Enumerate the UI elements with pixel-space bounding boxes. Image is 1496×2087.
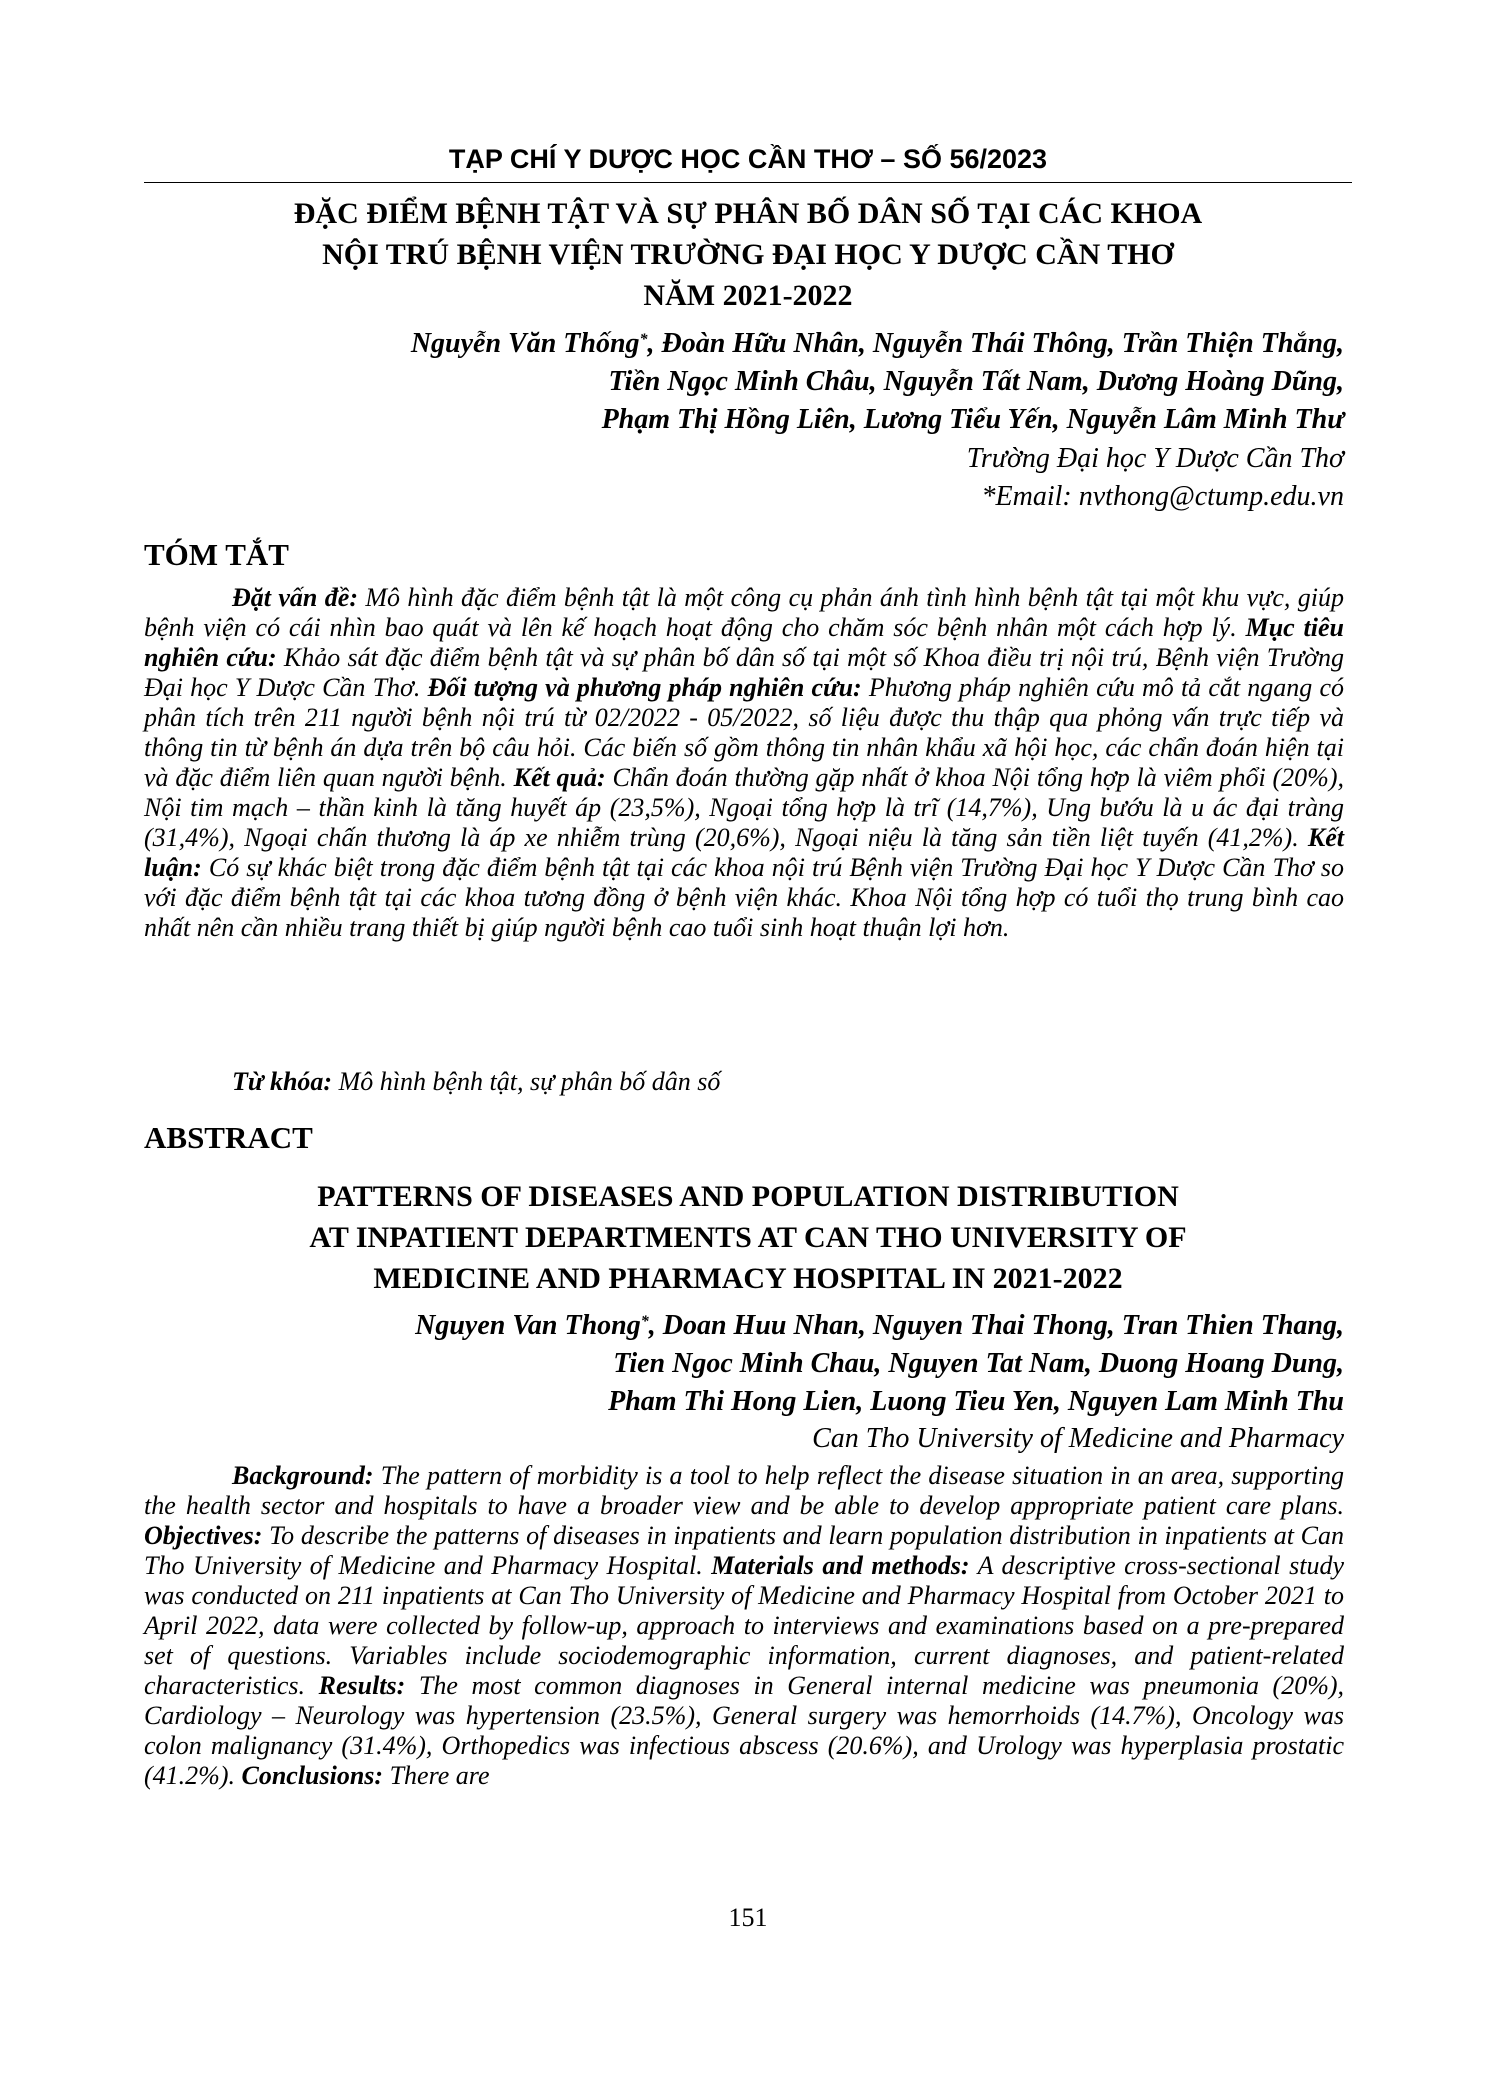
vi-affiliation: Trường Đại học Y Dược Cần Thơ bbox=[966, 443, 1344, 474]
corresponding-mark: * bbox=[639, 331, 648, 348]
vi-email: *Email: nvthong@ctump.edu.vn bbox=[981, 481, 1344, 512]
tom-tat-body bbox=[144, 583, 1344, 943]
text-results: Chẩn đoán thường gặp nhất ở khoa Nội tổng hợp là viêm phổi (20%), Nội tim mạch – thần kinh là tăng huyết áp (23,5%), Ngoại tổng hợp là trĩ (14,7%), Ung bướu là u ác đại tràng (31,4%), Ngoại chấn thương là áp xe nhiễm trùng (20,6%), Ngoại niệu là tăng sản tiền liệt tuyến (41,2%). bbox=[144, 763, 1344, 852]
label-conclusions: Conclusions: bbox=[241, 1761, 384, 1790]
label-background: Background: bbox=[232, 1461, 374, 1490]
label-objective: Mục tiêu nghiên cứu: bbox=[144, 613, 1344, 672]
vi-title bbox=[144, 193, 1352, 316]
en-author-line bbox=[415, 1307, 1344, 1345]
en-title bbox=[144, 1176, 1352, 1299]
en-affiliation: Can Tho University of Medicine and Pharmacy bbox=[812, 1423, 1344, 1454]
text-background: The pattern of morbidity is a tool to help reflect the disease situation in an area, supporting the health sector and hospitals to have a broader view and be able to develop appropriate patient care plans. bbox=[144, 1461, 1344, 1520]
en-title-line: AT INPATIENT DEPARTMENTS AT CAN THO UNIVERSITY OF bbox=[309, 1221, 1187, 1254]
tom-tat-keywords bbox=[144, 1067, 1344, 1097]
vi-author-line: Tiền Ngọc Minh Châu, Nguyễn Tất Nam, Dương Hoàng Dũng, bbox=[608, 366, 1344, 397]
text-conclusion: Có sự khác biệt trong đặc điểm bệnh tật tại các khoa nội trú Bệnh viện Trường Đại học Y Dược Cần Thơ so với đặc điểm bệnh tật tại các khoa tương đồng ở bệnh viện khác. Khoa Nội tổng hợp có tuổi thọ trung bình cao nhất nên cần nhiều trang thiết bị giúp người bệnh cao tuổi sinh hoạt thuận lợi hơn. bbox=[144, 853, 1344, 942]
label-methods: Đối tượng và phương pháp nghiên cứu: bbox=[427, 673, 862, 702]
journal-header: TẠP CHÍ Y DƯỢC HỌC CẦN THƠ – SỐ 56/2023 bbox=[448, 144, 1048, 174]
vi-affiliation-block bbox=[967, 440, 1344, 516]
en-first-author: Nguyen Van Thong bbox=[415, 1310, 641, 1341]
label-background: Đặt vấn đề: bbox=[232, 583, 358, 612]
abstract-body bbox=[144, 1461, 1344, 1791]
text-objectives: To describe the patterns of diseases in inpatients and learn population distribution in inpatients at Can Tho University of Medicine and Pharmacy Hospital. bbox=[144, 1521, 1344, 1580]
label-methods: Materials and methods: bbox=[711, 1551, 970, 1580]
en-title-line: MEDICINE AND PHARMACY HOSPITAL IN 2021-2022 bbox=[373, 1262, 1123, 1295]
en-author-line: Tien Ngoc Minh Chau, Nguyen Tat Nam, Duong Hoang Dung, bbox=[613, 1348, 1344, 1379]
abstract-heading: ABSTRACT bbox=[144, 1120, 313, 1155]
en-author-rest: , Doan Huu Nhan, Nguyen Thai Thong, Tran Thien Thang, bbox=[648, 1310, 1344, 1341]
vi-author-line: Phạm Thị Hồng Liên, Lương Tiểu Yến, Nguyễn Lâm Minh Thư bbox=[601, 404, 1344, 435]
keywords-text: Mô hình bệnh tật, sự phân bố dân số bbox=[332, 1067, 721, 1096]
label-objectives: Objectives: bbox=[144, 1521, 263, 1550]
header-rule bbox=[144, 182, 1352, 183]
vi-authors bbox=[411, 325, 1344, 439]
label-results: Results: bbox=[318, 1671, 406, 1700]
en-author-line: Pham Thi Hong Lien, Luong Tieu Yen, Nguyen Lam Minh Thu bbox=[608, 1386, 1344, 1417]
vi-title-line: NĂM 2021-2022 bbox=[643, 279, 853, 312]
vi-author-rest: , Đoàn Hữu Nhân, Nguyễn Thái Thông, Trần Thiện Thắng, bbox=[647, 328, 1344, 359]
text-methods: A descriptive cross-sectional study was conducted on 211 inpatients at Can Tho University of Medicine and Pharmacy Hospital from October 2021 to April 2022, data were collected by follow-up, approach to interviews and examinations based on a pre-prepared set of questions. Variables include sociodemographic information, current diagnoses, and patient-related characteristics. bbox=[144, 1551, 1345, 1700]
vi-title-line: NỘI TRÚ BỆNH VIỆN TRƯỜNG ĐẠI HỌC Y DƯỢC CẦN THƠ bbox=[322, 238, 1174, 271]
text-background: Mô hình đặc điểm bệnh tật là một công cụ phản ánh tình hình bệnh tật tại một khu vực, giúp bệnh viện có cái nhìn bao quát và lên kế hoạch hoạt động cho chăm sóc bệnh nhân một cách hợp lý. bbox=[144, 583, 1344, 642]
label-conclusion: Kết luận: bbox=[144, 823, 1344, 882]
page-number: 151 bbox=[728, 1903, 768, 1932]
corresponding-mark: * bbox=[640, 1313, 649, 1330]
vi-title-line: ĐẶC ĐIỂM BỆNH TẬT VÀ SỰ PHÂN BỐ DÂN SỐ TẠI CÁC KHOA bbox=[293, 197, 1203, 230]
tom-tat-heading: TÓM TẮT bbox=[144, 537, 289, 572]
en-authors bbox=[415, 1307, 1344, 1421]
en-affiliation-block bbox=[812, 1420, 1344, 1458]
keywords-label: Từ khóa: bbox=[232, 1067, 333, 1096]
text-conclusions: There are bbox=[383, 1761, 490, 1790]
label-results: Kết quả: bbox=[513, 763, 606, 792]
en-title-line: PATTERNS OF DISEASES AND POPULATION DISTRIBUTION bbox=[317, 1180, 1179, 1213]
text-objective: Khảo sát đặc điểm bệnh tật và sự phân bố dân số tại một số Khoa điều trị nội trú, Bệnh viện Trường Đại học Y Dược Cần Thơ. bbox=[144, 643, 1344, 702]
vi-first-author: Nguyễn Văn Thống bbox=[410, 328, 640, 359]
text-results: The most common diagnoses in General internal medicine was pneumonia (20%), Cardiology – Neurology was hypertension (23.5%), General surgery was hemorrhoids (14.7%), Oncology was colon malignancy (31.4%), Orthopedics was infectious abscess (20.6%), and Urology was hyperplasia prostatic (41.2%). bbox=[144, 1671, 1345, 1790]
vi-author-line bbox=[411, 325, 1344, 363]
text-methods: Phương pháp nghiên cứu mô tả cắt ngang có phân tích trên 211 người bệnh nội trú từ 02/2022 - 05/2022, số liệu được thu thập qua phỏng vấn trực tiếp và thông tin từ bệnh án dựa trên bộ câu hỏi. Các biến số gồm thông tin nhân khẩu xã hội học, các chẩn đoán hiện tại và đặc điểm liên quan người bệnh. bbox=[144, 673, 1344, 792]
